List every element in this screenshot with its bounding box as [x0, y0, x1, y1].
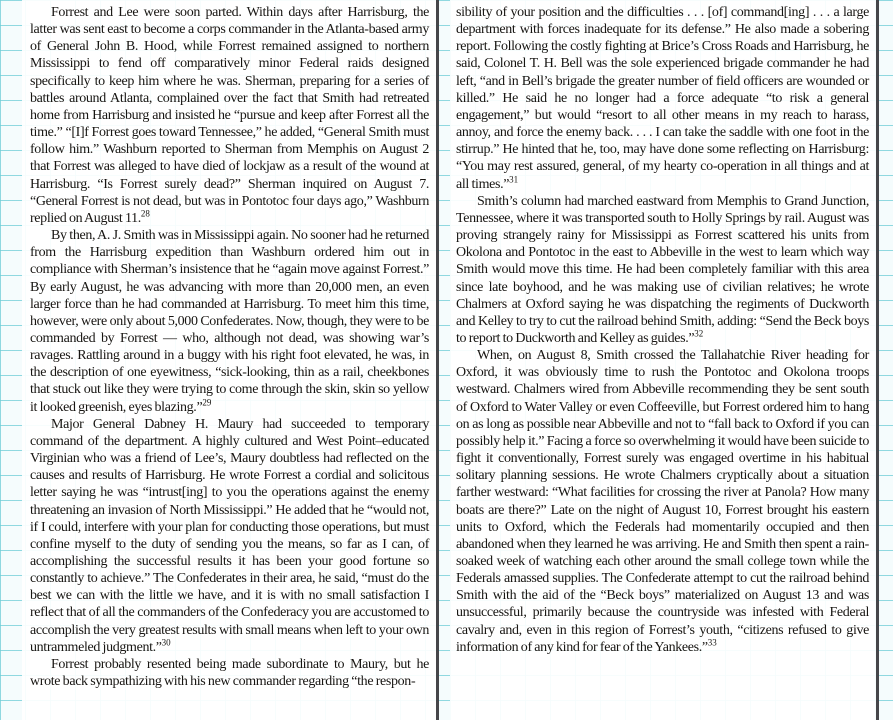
paragraph: Major General Dabney H. Maury had succeeded to temporary command of the department. A highly cultured and West Point–educated Virginian who was a friend of Lee’s, Maury doubtless had reflected on the causes and results of Harrisburg. He wrote Forrest a cordial and solicitous letter saying he was “intrust[ing] to you the operations against the enemy threatening an invasion of North Mississippi.” He added that he “would not, if I could, interfere with your plan for conducting those operations, but must confine myself to the duty of sending you the means, so far as I can, of accomplishing the successful results it has been your good fortune so constantly to achieve.” The Confederates in their area, he said, “must do the best we can with the little we have, and it is with no small satisfaction I reflect that of all the commanders of the Confederacy you are accustomed to accomplish the very greatest results with small means when left to your own untrammeled judgment.”$^{30}$ — [30, 416, 429, 655]
footnote-reference: 28 — [140, 208, 150, 219]
paragraph: Smith’s column had marched eastward from Memphis to Grand Junction, Tennessee, where it was transported south to Holly Springs by rail. August was proving strangely rainy for Mississippi as Forrest scattered his units from Okolona and Pontotoc in the east to Abbeville in the west to learn which way Smith would move this time. He had been completely familiar with this area since late boyhood, and he was making use of civilian relatives; he wrote Chalmers at Oxford saying he was dispatching the regiments of Duckworth and Kelley to try to cut the railroad behind Smith, adding: “Send the Beck boys to report to Duckworth and Kelley as guides.”$^{32}$ — [456, 193, 869, 346]
footnote-reference: 32 — [694, 328, 704, 339]
footnote-reference: 29 — [202, 396, 212, 407]
paragraph: Forrest probably resented being made subordinate to Maury, but he wrote back sympathizing with his new commander regarding “the respon- — [30, 656, 429, 690]
footnote-reference: 33 — [707, 637, 717, 648]
book-page-left-column — [22, 0, 439, 720]
paragraph: Forrest and Lee were soon parted. Within days after Harrisburg, the latter was sent east to become a corps commander in the Atlanta-based army of General John B. Hood, while Forrest remained assigned to northern Mississippi to fend off comparatively minor Federal raids designed specifically to keep him where he was. Sherman, preparing for a series of battles around Atlanta, complained over the fact that Smith had retreated home from Harrisburg and insisted he “pursue and keep after Forrest all the time.” “[I]f Forrest goes toward Tennessee,” he added, “General Smith must follow him.” Washburn reported to Sherman from Memphis on August 2 that Forrest was alleged to have died of lockjaw as a result of the wound at Harrisburg. “Is Forrest surely dead?” Sherman inquired on August 7. “General Forrest is not dead, but was in Pontotoc four days ago,” Washburn replied on August 11.28 — [30, 5, 429, 226]
book-page-right-column — [450, 0, 879, 720]
paragraph: When, on August 8, Smith crossed the Tallahatchie River heading for Oxford, it was obviously time to rush the Pontotoc and Okolona troops westward. Chalmers wired from Abbeville recommending they be sent south of Oxford to Water Valley or even Coffeeville, but Forrest ordered him to hang on as long as possible near Abbeville and not to “fall back to Oxford if you can possibly help it.” Facing a force so overwhelming it would have been suicide to fight it conventionally, Forrest surely was engaged overtime in his habitual solitary planning sessions. He wrote Chalmers cryptically about a situation farther westward: “What facilities for crossing the river at Panola? How many boats are there?” Late on the night of August 10, Forrest brought his eastern units to Oxford, which the Federals had momentarily occupied and then abandoned when they learned he was arriving. He and Smith then spent a rain-soaked week of watching each other around the small college town while the Federals amassed supplies. The Confederate attempt to cut the railroad behind Smith with the aid of the “Beck boys” materialized on August 13 and was unsuccessful, primarily because the countryside was infested with Federal cavalry and, even in this region of Forrest’s youth, “citizens refused to give information of any kind for fear of the Yankees.”$^{33}$ — [456, 348, 869, 655]
footnote-reference: 30 — [161, 637, 171, 648]
footnote-reference: 31 — [509, 173, 519, 184]
paragraph: sibility of your position and the difficulties . . . [of] command[ing] . . . a large department with forces inadequate for its defense.” He also made a sobering report. Following the costly fighting at Brice’s Cross Roads and Harrisburg, he said, Colonel T. H. Bell was the sole experienced brigade commander he had left, “and in Bell’s brigade the greater number of field officers are wounded or killed.” He said he no longer had a force adequate “to risk a general engagement,” but would “resort to all other means in my reach to harass, annoy, and force the enemy back. . . . I can take the saddle with one foot in the stirrup.” He hinted that he, too, may have done some reflecting on Harrisburg: “You may rest assured, general, of my hearty co-operation in all things and at all times.”$^{31}$ — [456, 5, 869, 192]
paragraph: By then, A. J. Smith was in Mississippi again. No sooner had he returned from the Harrisburg expedition than Washburn ordered him out in compliance with Sherman’s insistence that he “again move against Forrest.” By early August, he was advancing with more than 20,000 men, an even larger force than he had commanded at Harrisburg. To meet him this time, however, were only about 5,000 Confederates. Now, though, they were to be commanded by Forrest — who, although not dead, was showing war’s ravages. Rattling around in a buggy with his right foot elevated, he was, in the description of one eyewitness, “sick-looking, thin as a rail, cheekbones that stuck out like they were trying to come through the skin, skin so yellow it looked greenish, eyes blazing.”$^{29}$ — [30, 228, 429, 415]
